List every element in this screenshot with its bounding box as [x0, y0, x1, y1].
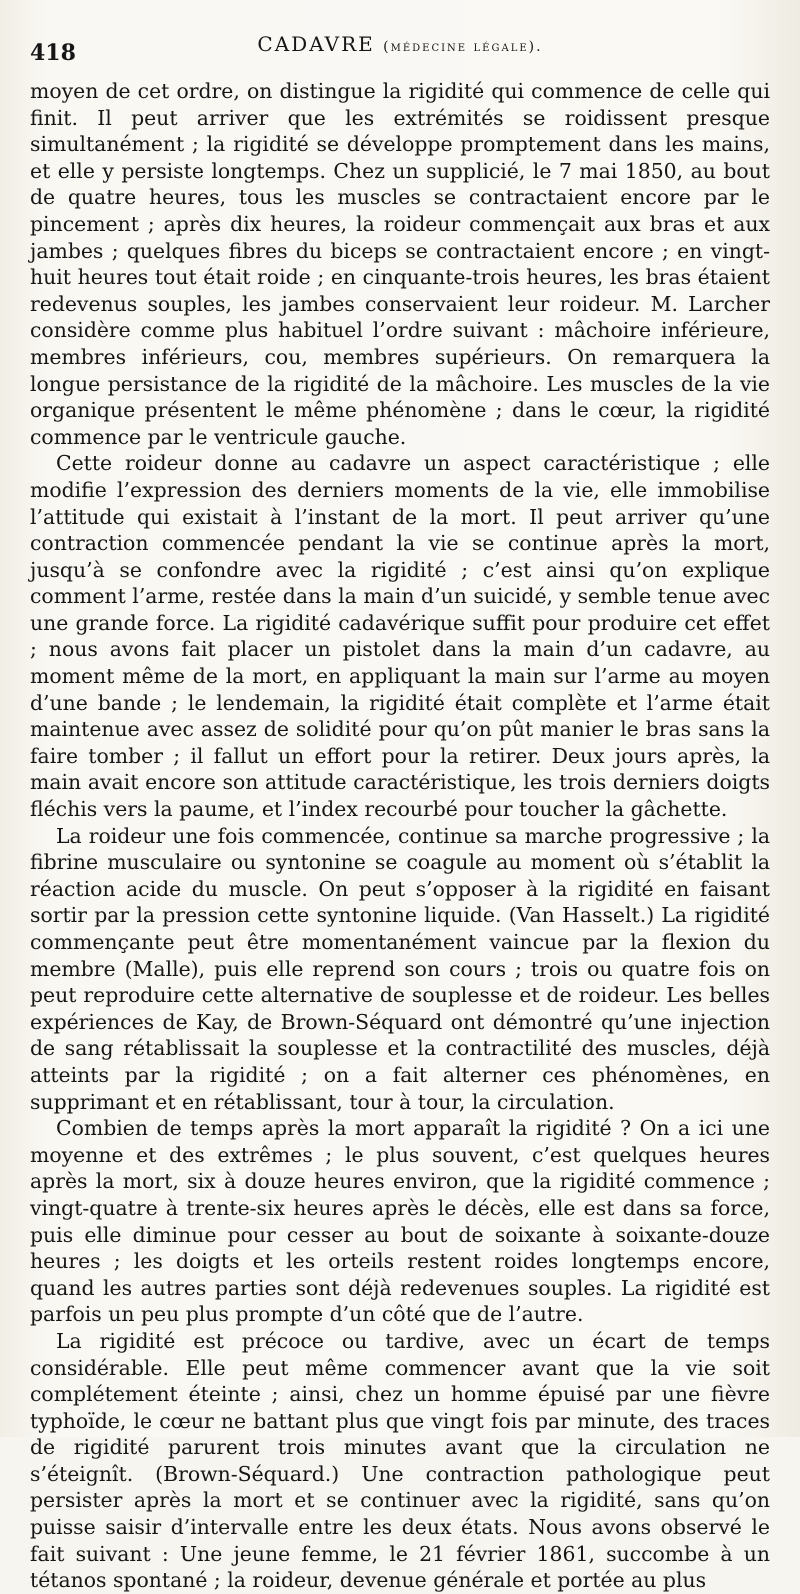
- running-header: [30, 30, 770, 78]
- running-title: [30, 32, 770, 56]
- page-number: 418: [30, 40, 76, 66]
- paragraph: Cette roideur donne au cadavre un aspect caractéristique ; elle modifie l’expression des derniers moments de la vie, elle immobilise l’attitude qui existait à l’instant de la mort. Il peut arriver qu’une contraction commencée pendant la vie se continue après la mort, jusqu’à se confondre avec la rigidité ; c’est ainsi qu’on explique comment l’arme, restée dans la main d’un suicidé, y semble tenue avec une grande force. La rigidité cadavérique suffit pour produire cet effet ; nous avons fait placer un pistolet dans la main d’un cadavre, au moment même de la mort, en appliquant la main sur l’arme au moyen d’une bande ; le lendemain, la rigidité était complète et l’arme était maintenue avec assez de solidité pour qu’on pût manier le bras sans la faire tomber ; il fallut un effort pour la retirer. Deux jours après, la main avait encore son attitude caractéristique, les trois derniers doigts fléchis vers la paume, et l’index recourbé pour toucher la gâchette.: [30, 451, 770, 822]
- running-title-subtitle: (médecine légale).: [383, 39, 543, 55]
- running-title-main: CADAVRE: [257, 32, 375, 56]
- paragraph: La roideur une fois commencée, continue sa marche progressive ; la fibrine musculaire ou syntonine se coagule au moment où s’établit la réaction acide du muscle. On peut s’opposer à la rigidité en faisant sortir par la pression cette syntonine liquide. (Van Hasselt.) La rigidité commençante peut être momentanément vaincue par la flexion du membre (Malle), puis elle reprend son cours ; trois ou quatre fois on peut reproduire cette alternative de souplesse et de roideur. Les belles expériences de Kay, de Brown-Séquard ont démontré qu’une injection de sang rétablissait la souplesse et la contractilité des muscles, déjà atteints par la rigidité ; on a fait alterner ces phénomènes, en supprimant et en rétablissant, tour à tour, la circulation.: [30, 823, 770, 1114]
- paragraph: Combien de temps après la mort apparaît la rigidité ? On a ici une moyenne et des extrêmes ; le plus souvent, c’est quelques heures après la mort, six à douze heures environ, que la rigidité commence ; vingt-quatre à trente-six heures après le décès, elle est dans sa force, puis elle diminue pour cesser au bout de soixante à soixante-douze heures ; les doigts et les orteils restent roides longtemps encore, quand les autres parties sont déjà redevenues souples. La rigidité est parfois un peu plus prompte d’un côté que de l’autre.: [30, 1116, 770, 1327]
- body-text: [30, 78, 770, 1594]
- paragraph: La rigidité est précoce ou tardive, avec un écart de temps considérable. Elle peut même commencer avant que la vie soit complétement éteinte ; ainsi, chez un homme épuisé par une fièvre typhoïde, le cœur ne battant plus que vingt fois par minute, des traces de rigidité parurent trois minutes avant que la circulation ne s’éteignît. (Brown-Séquard.) Une contraction pathologique peut persister après la mort et se continuer avec la rigidité, sans qu’on puisse saisir d’intervalle entre les deux états. Nous avons observé le fait suivant : Une jeune femme, le 21 février 1861, succombe à un tétanos spontané ; la roideur, devenue générale et portée au plus: [30, 1328, 770, 1593]
- paragraph-continued: moyen de cet ordre, on distingue la rigidité qui commence de celle qui finit. Il peut arriver que les extrémités se roidissent presque simultanément ; la rigidité se développe promptement dans les mains, et elle y persiste longtemps. Chez un supplicié, le 7 mai 1850, au bout de quatre heures, tous les muscles se contractaient encore par le pincement ; après dix heures, la roideur commençait aux bras et aux jambes ; quelques fibres du biceps se contractaient encore ; en vingt-huit heures tout était roide ; en cinquante-trois heures, les bras étaient redevenus souples, les jambes conservaient leur roideur. M. Larcher considère comme plus habituel l’ordre suivant : mâchoire inférieure, membres inférieurs, cou, membres supérieurs. On remarquera la longue persistance de la rigidité de la mâchoire. Les muscles de la vie organique présentent le même phénomène ; dans le cœur, la rigidité commence par le ventricule gauche.: [30, 79, 770, 449]
